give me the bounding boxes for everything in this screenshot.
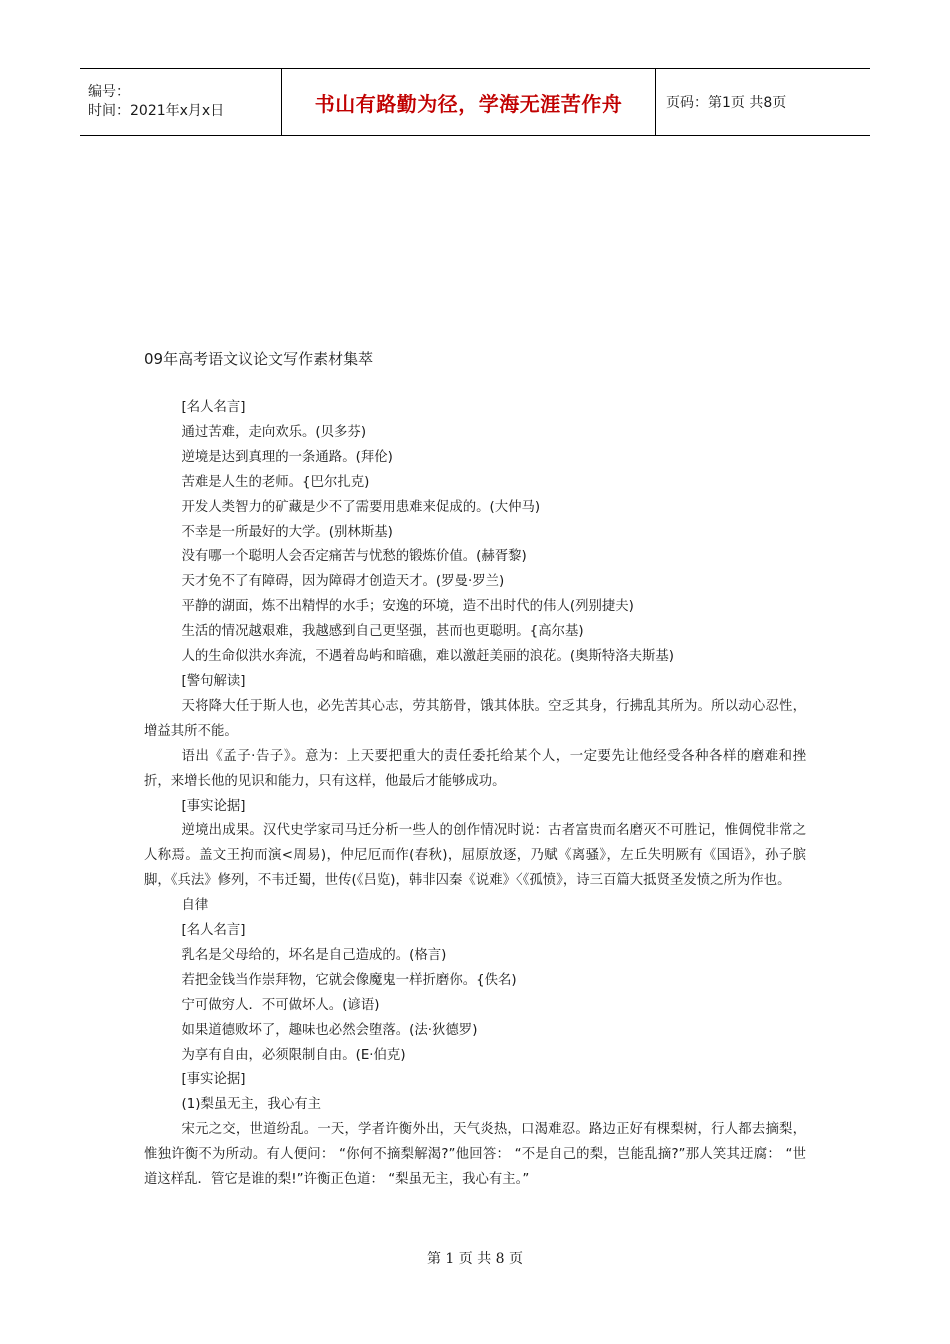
quote-line: 通过苦难，走向欢乐。(贝多芬) [181,424,367,440]
quote-line: 开发人类智力的矿藏是少不了需要用患难来促成的。(大仲马) [181,499,541,515]
quote-line: 逆境是达到真理的一条通路。(拜伦) [181,449,393,465]
quote-line: 乳名是父母给的，坏名是自己造成的。(格言) [181,947,447,963]
quote-line: 没有哪一个聪明人会否定痛苦与忧愁的锻炼价值。(赫胥黎) [181,549,527,565]
date-label: 时间：2021年x月x日 [88,103,225,119]
quote-line: 苦难是人生的老师。{巴尔扎克) [181,474,370,490]
paragraph: 宋元之交，世道纷乱。一天，学者许衡外出，天气炎热，口渴难忍。路边正好有棵梨树，行人都去摘梨，惟独许衡不为所动。有人便问： “你何不摘梨解渴?”他回答： “不是自己的梨，岂能乱摘?”那人笑其迂腐： “世道这样乱．管它是谁的梨!”许衡正色道： “梨虽无主，我心有主。” [144,1122,806,1188]
header-left-cell [80,69,282,135]
section-heading: [事实论据] [181,1072,246,1088]
page-code-label: 页码：第1页 共8页 [666,95,787,111]
paragraph: 逆境出成果。汉代史学家司马迁分析一些人的创作情况时说：古者富贵而名磨灭不可胜记，惟倜傥非常之人称焉。盖文王拘而演<周易)，仲尼厄而作(春秋)，屈原放逐，乃赋《离骚》，左丘失明厥有《国语》，孙子膑脚，《兵法》修列，不韦迁蜀，世传(《吕览)，韩非囚秦《说难》〈《孤愤》，诗三百篇大抵贤圣发愤之所为作也。 [144,823,806,889]
header-page-cell [656,69,870,135]
section-heading: [名人名言] [181,400,246,415]
quote-line: 人的生命似洪水奔流，不遇着岛屿和暗礁，难以激赶美丽的浪花。(奥斯特洛夫斯基) [181,649,675,665]
quote-line: 天才免不了有障碍，因为障碍才创造天才。(罗曼·罗兰) [181,574,505,590]
header-motto-cell [282,69,656,135]
subheading: (1)梨虽无主，我心有主 [181,1097,321,1113]
document-title: 09年高考语文议论文写作素材集萃 [144,350,374,368]
quote-line: 若把金钱当作崇拜物，它就会像魔鬼一样折磨你。{佚名) [181,972,517,988]
quote-line: 为享有自由，必须限制自由。(E·伯克) [181,1047,406,1063]
motto-text: 书山有路勤为径，学海无涯苦作舟 [314,91,623,116]
quote-line: 如果道德败坏了，趣味也必然会堕落。(法·狄德罗) [181,1022,478,1038]
page-footer: 第 1 页 共 8 页 [426,1251,524,1267]
section-heading: [事实论据] [181,798,246,814]
quote-line: 不幸是一所最好的大学。(别林斯基) [181,524,393,540]
quote-line: 平静的湖面，炼不出精悍的水手；安逸的环境，造不出时代的伟人(列别捷夫) [181,599,634,615]
section-heading: [警句解读] [181,673,246,689]
serial-number-label: 编号： [88,84,130,100]
document-body [144,396,806,1193]
topic-heading: 自律 [181,898,209,914]
header-table [80,68,870,136]
quote-line: 宁可做穷人．不可做坏人。(谚语) [181,997,380,1013]
paragraph: 语出《孟子·告子》。意为：上天要把重大的责任委托给某个人，一定要先让他经受各种各样的磨难和挫折，来增长他的见识和能力，只有这样，他最后才能够成功。 [144,748,806,789]
section-heading: [名人名言] [181,923,246,939]
quote-line: 生活的情况越艰难，我越感到自己更坚强，甚而也更聪明。{高尔基) [181,624,584,640]
paragraph: 天将降大任于斯人也，必先苦其心志，劳其筋骨，饿其体肤。空乏其身，行拂乱其所为。所以动心忍性，增益其所不能。 [144,698,806,739]
